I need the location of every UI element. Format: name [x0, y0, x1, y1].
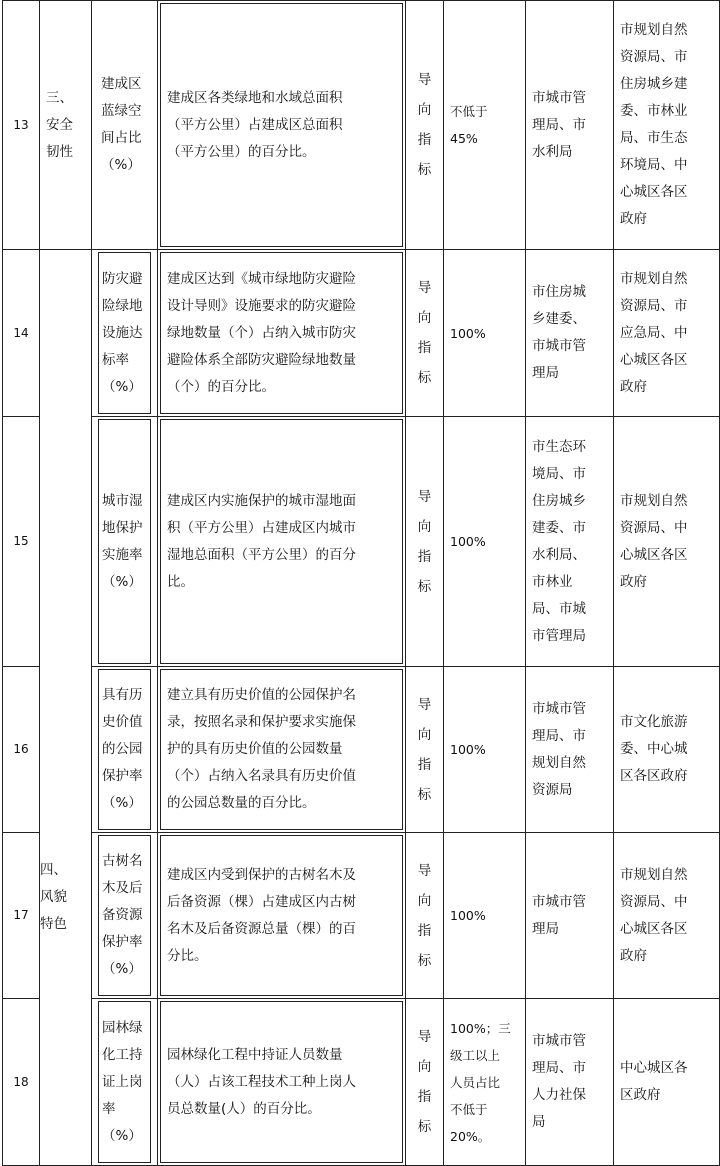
- cell-line: 指: [417, 340, 432, 356]
- cell-line: 建成区内受到保护的古树名木及: [167, 866, 356, 883]
- cell-line: 录，按照名录和保护要求实施保: [167, 714, 356, 730]
- cell-line: 指: [417, 132, 432, 148]
- cell-line: 向: [417, 726, 432, 743]
- cell-line: 园林绿化工程中持证人员数量: [167, 1046, 343, 1063]
- row-number-text: 16: [13, 742, 29, 756]
- indicator-definition: [158, 1, 406, 250]
- cell-line: 导: [417, 488, 432, 505]
- cell-line: 境局、市: [532, 465, 586, 482]
- cell-line: 的公园: [102, 741, 143, 757]
- cooperating-departments: [614, 250, 720, 417]
- cell-line: 市城市管: [532, 893, 586, 910]
- cell-line: 护的具有历史价值的公园数量: [167, 741, 343, 757]
- cooperating-departments: [614, 999, 720, 1166]
- cell-line: 理局、市: [532, 116, 586, 133]
- cell-line: 指: [417, 756, 432, 773]
- target-value: [444, 250, 526, 417]
- cell-line: 100%: [450, 534, 486, 549]
- indicator-name: [92, 250, 158, 417]
- row-number: [3, 250, 40, 417]
- cell-line: 后备资源（棵）占建成区内古树: [167, 893, 356, 910]
- cell-line: 心城区各区: [620, 184, 688, 200]
- cell-line: （%）: [102, 961, 142, 977]
- row-number: [3, 999, 40, 1166]
- cell-line: 区各区政府: [620, 768, 688, 784]
- cell-line: 标: [417, 578, 432, 595]
- cell-line: 市规划自然: [620, 492, 688, 509]
- target-value: [444, 417, 526, 667]
- cell-line: 导: [417, 862, 432, 879]
- table-row: [3, 417, 720, 667]
- cell-line: 指: [417, 1089, 432, 1105]
- table-row: [3, 833, 720, 999]
- target-value: [444, 999, 526, 1166]
- lead-department: [526, 999, 614, 1166]
- cell-line: （%）: [102, 1127, 142, 1144]
- cell-line: 政府: [620, 378, 647, 395]
- cell-line: 100%: [450, 742, 486, 757]
- cell-line: 向: [417, 518, 432, 535]
- cell-line: 局、市城: [532, 600, 586, 617]
- cell-line: 导: [417, 1029, 432, 1045]
- cell-line: 指: [417, 548, 432, 565]
- cell-line: 局、市生态: [620, 130, 688, 146]
- cell-line: 木及后: [102, 880, 143, 896]
- table-row: [3, 999, 720, 1166]
- cell-line: （平方公里）的百分比。: [167, 143, 316, 160]
- cell-line: 不低于: [450, 1101, 488, 1117]
- cell-line: 资源局: [532, 781, 573, 798]
- cell-line: 100%: [450, 908, 486, 923]
- cell-line: 市林业: [532, 573, 573, 590]
- cell-line: 证上岗: [102, 1073, 143, 1090]
- cell-line: 理局: [532, 365, 559, 381]
- cell-line: 政府: [620, 573, 647, 590]
- category-text: 四、风貌特色: [40, 862, 67, 932]
- cell-line: 人员占比: [450, 1074, 501, 1090]
- cell-line: （%）: [102, 795, 142, 811]
- row-number-text: 14: [13, 325, 29, 340]
- cell-line: 的公园总数量的百分比。: [167, 795, 316, 811]
- cell-line: 险绿地: [102, 297, 143, 314]
- indicator-name: [92, 833, 158, 999]
- cell-line: 防灾避: [102, 270, 143, 287]
- lead-department: [526, 417, 614, 667]
- cell-line: 积（平方公里）占建成区内城市: [167, 519, 356, 536]
- cell-line: 标率: [102, 351, 129, 368]
- lead-department: [526, 250, 614, 417]
- cell-line: 委、中心城: [620, 741, 688, 757]
- cell-line: 备资源: [102, 907, 143, 923]
- cell-line: 设计导则》设施要求的防灾避险: [167, 297, 356, 314]
- cell-line: 住房城乡: [532, 492, 586, 509]
- cell-line: 级工以上: [450, 1047, 501, 1063]
- cell-line: （%）: [101, 157, 141, 173]
- indicator-definition: [158, 833, 406, 999]
- cell-line: 局: [532, 1114, 546, 1130]
- indicator-name: [92, 667, 158, 833]
- lead-department: [526, 1, 614, 250]
- cell-line: 比。: [167, 573, 194, 590]
- cell-line: 名木及后备资源总量（棵）的百: [167, 920, 356, 937]
- target-value: [444, 1, 526, 250]
- cell-line: 市文化旅游: [620, 714, 688, 730]
- cell-line: 标: [417, 1119, 432, 1135]
- cell-line: 保护率: [102, 768, 143, 784]
- cell-line: 水利局、: [532, 546, 586, 563]
- cooperating-departments: [614, 667, 720, 833]
- cell-line: 20%。: [450, 1128, 491, 1144]
- row-number-text: 17: [13, 908, 29, 922]
- row-number: [3, 667, 40, 833]
- cell-line: 湿地总面积（平方公里）的百分: [167, 546, 356, 563]
- cell-line: 园林绿: [102, 1019, 143, 1036]
- cell-line: 城市湿: [102, 492, 143, 509]
- table-row: [3, 250, 720, 417]
- cell-line: 规划自然: [532, 754, 586, 771]
- category-cell: [40, 250, 92, 1166]
- cell-line: 指: [417, 922, 432, 939]
- cell-line: 实施率: [102, 546, 143, 563]
- cell-line: 心城区各区: [620, 546, 688, 563]
- indicator-type: [406, 999, 444, 1166]
- cell-line: 绿地数量（个）占纳入城市防灾: [167, 324, 356, 341]
- cell-line: 设施达: [102, 324, 143, 341]
- cell-line: （人）占该工程技术工种上岗人: [167, 1073, 356, 1090]
- indicator-type: [406, 1, 444, 250]
- target-value: [444, 667, 526, 833]
- cell-line: 建成区达到《城市绿地防灾避险: [167, 270, 356, 287]
- cell-line: 乡建委、: [532, 311, 586, 327]
- cell-line: 市城市管: [532, 89, 586, 106]
- cooperating-departments: [614, 417, 720, 667]
- cooperating-departments: [614, 833, 720, 999]
- cell-line: 市管理局: [532, 627, 586, 644]
- cell-line: 史价值: [102, 714, 143, 730]
- cell-line: 标: [417, 162, 432, 178]
- cell-line: 水利局: [532, 143, 573, 160]
- cell-line: 应急局、中: [620, 324, 688, 341]
- cell-line: 导: [417, 72, 432, 88]
- cell-line: （平方公里）占建成区总面积: [167, 116, 343, 133]
- cell-line: 古树名: [102, 853, 143, 869]
- category-cell: [40, 1, 92, 250]
- cell-line: 区政府: [620, 1087, 661, 1103]
- cell-line: 率: [102, 1100, 116, 1117]
- target-value: [444, 833, 526, 999]
- cell-line: 100%；三: [450, 1020, 511, 1036]
- cell-line: 保护率: [102, 934, 143, 950]
- cell-line: 资源局、中: [620, 893, 688, 910]
- cell-line: 向: [417, 1059, 432, 1075]
- indicator-type: [406, 250, 444, 417]
- cell-line: 市生态环: [532, 438, 586, 455]
- cell-line: 蓝绿空: [101, 103, 142, 119]
- indicator-definition: [158, 250, 406, 417]
- indicator-name: [92, 999, 158, 1166]
- indicator-type: [406, 833, 444, 999]
- cell-line: 理局: [532, 920, 559, 937]
- cell-line: 向: [417, 892, 432, 909]
- lead-department: [526, 833, 614, 999]
- table-row: [3, 667, 720, 833]
- cell-line: 100%: [450, 325, 486, 341]
- row-number: [3, 833, 40, 999]
- cell-line: 市规划自然: [620, 22, 688, 38]
- cell-line: （个）占纳入名录具有历史价值: [167, 768, 356, 784]
- cell-line: 政府: [620, 211, 647, 227]
- cell-line: 委、市林业: [620, 103, 688, 119]
- row-number: [3, 417, 40, 667]
- cell-line: 市城市管: [532, 338, 586, 354]
- cell-line: 建立具有历史价值的公园保护名: [167, 687, 356, 703]
- cell-line: 45%: [450, 131, 478, 146]
- cell-line: 资源局、市: [620, 297, 688, 314]
- cell-line: 具有历: [102, 687, 143, 703]
- cell-line: 资源局、中: [620, 519, 688, 536]
- cell-line: 市城市管: [532, 1033, 586, 1049]
- cell-line: 避险体系全部防灾避险绿地数量: [167, 351, 356, 368]
- cell-line: 化工持: [102, 1046, 143, 1063]
- cell-line: （%）: [102, 573, 142, 590]
- cell-line: 理局、市: [532, 1060, 586, 1076]
- cell-line: 员总数量(人）的百分比。: [167, 1100, 321, 1117]
- cell-line: 建成区内实施保护的城市湿地面: [167, 492, 356, 509]
- cell-line: 住房城乡建: [620, 76, 688, 92]
- category-text: 三、安全韧性: [46, 89, 73, 160]
- cell-line: 人力社保: [532, 1087, 586, 1103]
- lead-department: [526, 667, 614, 833]
- cell-line: 市规划自然: [620, 866, 688, 883]
- cooperating-departments: [614, 1, 720, 250]
- indicator-definition: [158, 667, 406, 833]
- cell-line: 市规划自然: [620, 270, 688, 287]
- row-number-text: 15: [13, 534, 29, 548]
- cell-line: 建委、市: [532, 519, 586, 536]
- cell-line: 环境局、中: [620, 157, 688, 173]
- cell-line: 向: [417, 102, 432, 118]
- indicator-type: [406, 417, 444, 667]
- cell-line: 标: [417, 786, 432, 803]
- cell-line: 标: [417, 952, 432, 969]
- cell-line: 分比。: [167, 947, 208, 964]
- cell-line: 不低于: [450, 104, 488, 119]
- cell-line: 政府: [620, 947, 647, 964]
- table-row: [3, 1, 720, 250]
- indicator-name: [92, 1, 158, 250]
- row-number-text: 18: [13, 1074, 29, 1089]
- cell-line: 中心城区各: [620, 1060, 688, 1076]
- cell-line: 资源局、市: [620, 49, 688, 65]
- indicator-table: [2, 0, 720, 1166]
- row-number-text: 13: [13, 117, 29, 132]
- cell-line: 心城区各区: [620, 920, 688, 937]
- cell-line: 向: [417, 310, 432, 326]
- cell-line: 建成区: [101, 76, 142, 92]
- cell-line: （%）: [102, 378, 142, 395]
- cell-line: 市城市管: [532, 700, 586, 717]
- indicator-definition: [158, 417, 406, 667]
- cell-line: 建成区各类绿地和水域总面积: [167, 89, 343, 106]
- row-number: [3, 1, 40, 250]
- indicator-name: [92, 417, 158, 667]
- indicator-type: [406, 667, 444, 833]
- cell-line: 间占比: [101, 130, 142, 146]
- cell-line: 导: [417, 280, 432, 296]
- cell-line: 理局、市: [532, 727, 586, 744]
- cell-line: 标: [417, 370, 432, 386]
- cell-line: （个）的百分比。: [167, 378, 275, 395]
- cell-line: 心城区各区: [620, 351, 688, 368]
- indicator-definition: [158, 999, 406, 1166]
- cell-line: 市住房城: [532, 284, 586, 300]
- cell-line: 导: [417, 696, 432, 713]
- cell-line: 地保护: [102, 519, 143, 536]
